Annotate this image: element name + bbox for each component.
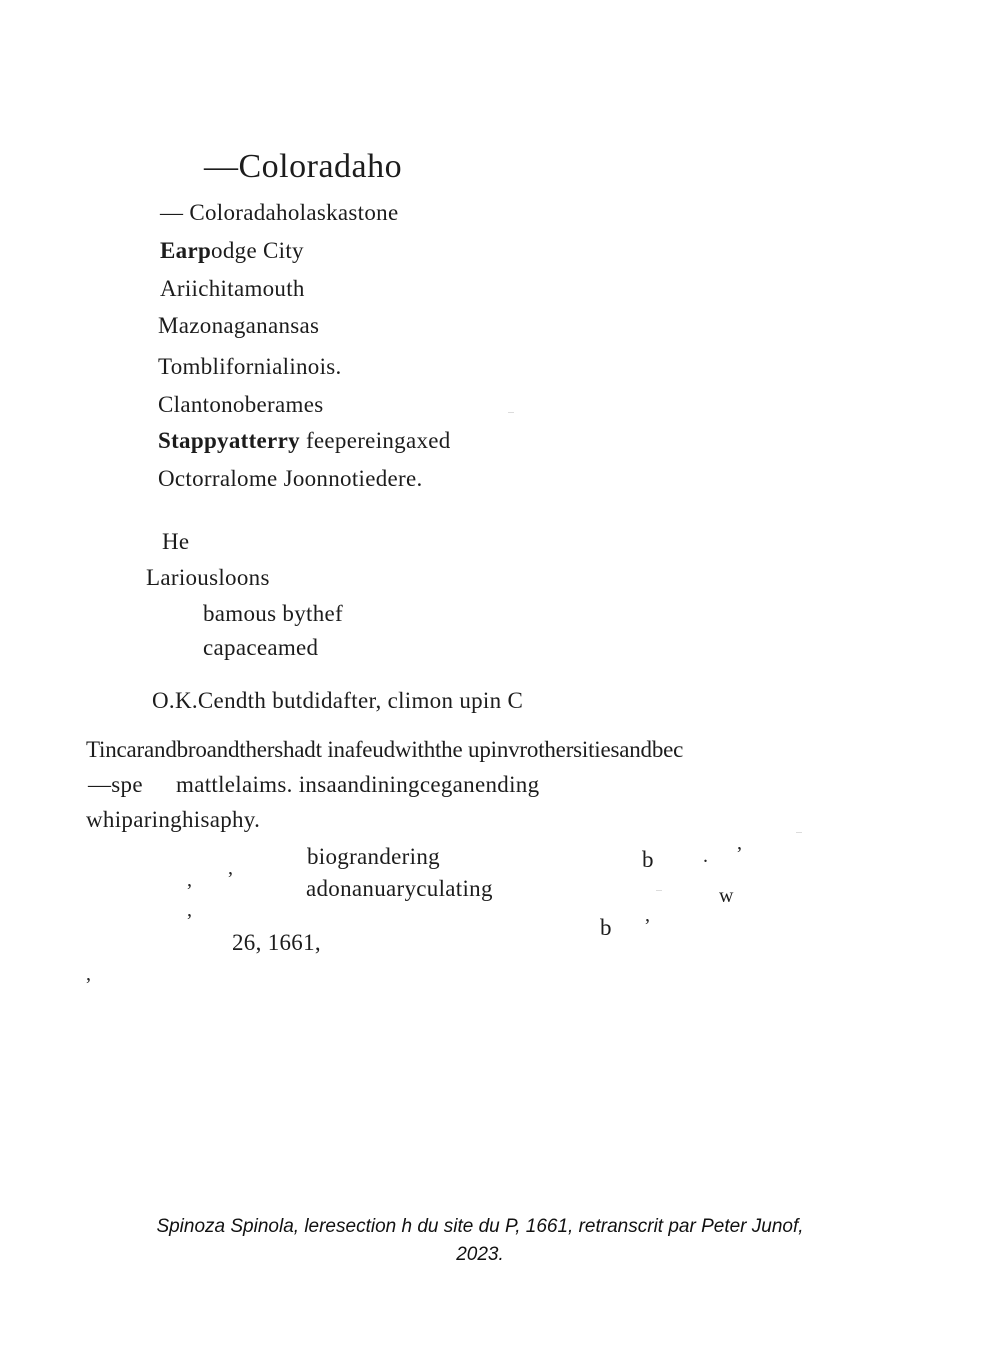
verse-line: capaceamed [203,635,319,660]
scan-speck [508,412,514,413]
list-item: Ariichitamouth [160,276,305,301]
fragment-mark: , [86,963,91,985]
prose-line: whiparinghisaphy. [86,807,261,832]
fragment-text: adonanuaryculating [306,876,493,901]
fragment-mark: , [737,832,742,854]
list-item [158,429,451,452]
fragment-mark: , [187,899,192,921]
fragment-mark: . [703,845,708,867]
prose-line: —spe [88,772,143,797]
verse-line: bamous bythef [203,601,343,626]
fragment-mark: , [228,857,233,879]
caption-line: Spinoza Spinola, leresection h du site du P, 1661, retranscrit par Peter Junof, [156,1216,804,1237]
scan-speck [656,890,662,891]
list-item [160,239,304,262]
fragment-mark: , [187,869,192,891]
list-item-rest: odge City [211,238,304,263]
fragment-letter: w [719,885,734,907]
prose-line: O.K.Cendth butdidafter, climon upin C [152,688,524,713]
list-item-bold: Stappyatterry [158,428,300,453]
prose-line: mattlelaims. insaandiningceganending [176,772,540,797]
caption-line: 2023. [456,1244,504,1265]
fragment-mark: , [645,904,650,926]
list-item-rest: feepereingaxed [299,428,451,453]
prose-line: Tincarandbroandthershadt inafeudwiththe upinvrothersitiesandbec [86,737,684,762]
list-item: Clantonoberames [158,392,324,417]
fragment-letter: b [642,847,654,872]
verse-line: Lariousloons [146,565,270,590]
list-item-bold: Earp [160,238,212,263]
fragment-date: 26, 1661, [232,930,321,955]
list-item: — Coloradaholaskastone [160,200,399,225]
list-item: Octorralome Joonnotiedere. [158,466,423,491]
list-item: Mazonaganansas [158,313,320,338]
fragment-letter: b [600,915,612,940]
verse-line: He [162,529,190,554]
fragment-text: biograndering [307,844,440,869]
document-heading: —Coloradaho [204,148,403,185]
scan-speck [796,832,802,833]
list-item: Tomblifornialinois. [158,354,342,379]
